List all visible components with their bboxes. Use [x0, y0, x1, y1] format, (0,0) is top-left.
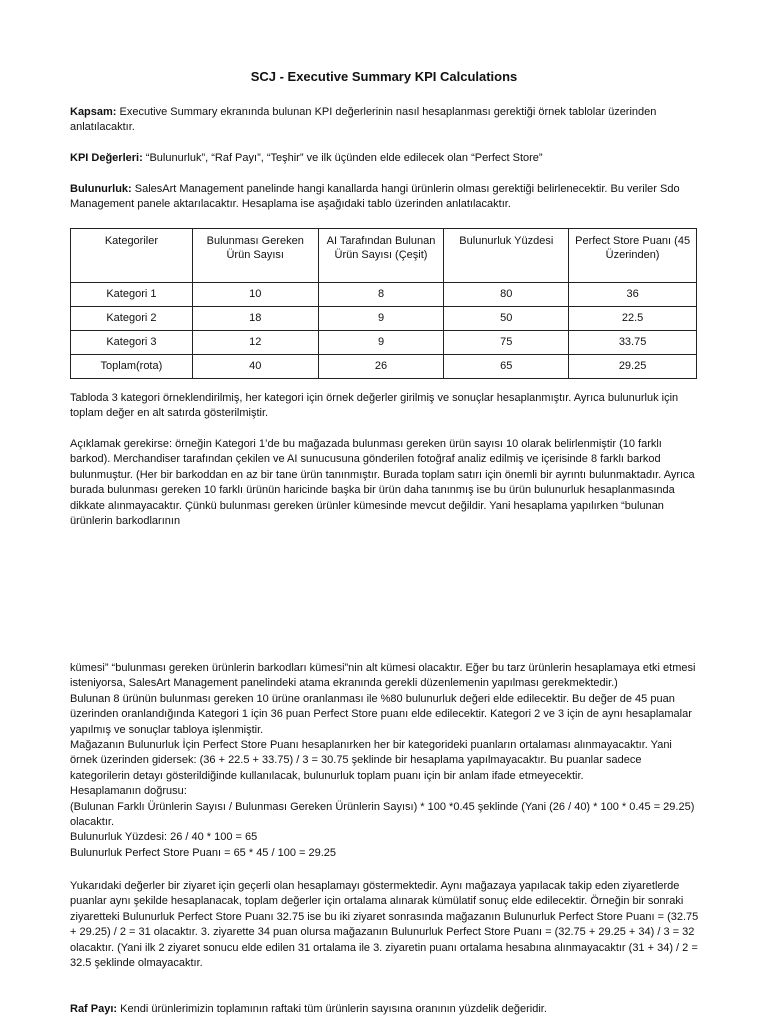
table-row	[71, 331, 697, 355]
table-cell: 40	[192, 355, 318, 379]
document-title: SCJ - Executive Summary KPI Calculations	[250, 69, 518, 84]
calculation-line: Bulunurluk Perfect Store Puanı = 65 * 45 / 100 = 29.25	[70, 846, 337, 859]
table-cell: 36	[569, 283, 697, 307]
kpi-values-text: “Bulunurluk”, “Raf Payı”, “Teşhir” ve ilk üçünden elde edilecek olan “Perfect Store”	[142, 152, 543, 164]
table-cell: Kategori 2	[71, 307, 193, 331]
table-header-row	[71, 229, 697, 283]
table-cell: Kategori 3	[71, 331, 193, 355]
table-cell: 80	[444, 283, 569, 307]
calculation-line: Mağazanın Bulunurluk İçin Perfect Store Puanı hesaplanırken her bir kategorideki puanların ortalaması alınmayacaktır. Yani örnek üzerinden gidersek: (36 + 22.5 + 33.75) / 3 = 30.75 şeklinde bir hesaplama yapılmayacaktır. Bu puanlar sadece kategorilerin detayı gösterildiğinde kullanılacak, bulunurluk toplam puanı için bir anlam ifade etmeyecektir.	[70, 739, 672, 782]
table-cell: 75	[444, 331, 569, 355]
scope-paragraph	[70, 105, 700, 136]
table-cell: 26	[318, 355, 444, 379]
table-cell: 18	[192, 307, 318, 331]
availability-table	[70, 228, 697, 379]
calculation-line: Bulunurluk Yüzdesi: 26 / 40 * 100 = 65	[70, 831, 258, 844]
availability-text: SalesArt Management panelinde hangi kanallarda hangi ürünlerin olması gerektiği belirlenecektir. Bu veriler Sdo Management panele aktarılacaktır. Hesaplama ise aşağıdaki tablo üzerinden anlatılacaktır.	[70, 183, 680, 211]
table-header-cell: Bulunması Gereken Ürün Sayısı	[192, 229, 318, 283]
table-cell: 33.75	[569, 331, 697, 355]
table-cell: 29.25	[569, 355, 697, 379]
explanation-paragraph: Açıklamak gerekirse: örneğin Kategori 1’de bu mağazada bulunması gereken ürün sayısı 10 olarak belirlenmiştir (10 farklı barkod). Merchandiser tarafından çekilen ve AI sunucusuna gönderilen fotoğraf analiz edilmiş ve içerisinde 8 farklı barkod bulunmuştur. (Her bir barkoddan en az bir tane ürün tanınmıştır. Burada toplam satırı için önemli bir ayrıntı bulunmaktadır. Ayrıca burada bulunması gereken 10 farklı ürünün haricinde başka bir ürün daha tanınmış ise bu ürün bulunurluk hesaplanmasında dikkate alınmayacaktır. Çünkü bulunması gereken ürünler kümesinde mevcut değildir. Yani hesaplama yapılırken “bulunan ürünlerin barkodlarının	[70, 438, 695, 528]
table-cell: 10	[192, 283, 318, 307]
table-header-cell: AI Tarafından Bulunan Ürün Sayısı (Çeşit)	[318, 229, 444, 283]
calculation-section	[70, 661, 700, 861]
table-cell: 50	[444, 307, 569, 331]
shelf-share-label: Raf Payı:	[70, 1003, 118, 1015]
table-cell: 9	[318, 331, 444, 355]
table-row	[71, 283, 697, 307]
kpi-values-paragraph	[70, 151, 700, 166]
kpi-values-label: KPI Değerleri:	[70, 152, 143, 164]
calculation-line: Bulunan 8 ürünün bulunması gereken 10 ürüne oranlanması ile %80 bulunurluk değeri elde edilecektir. Bu değer de 45 puan üzerinden oranlandığında Kategori 1 için 36 puan Perfect Store puanı elde edilecektir. Kategori 2 ve 3 için de aynı hesaplamalar yapılmış ve sonuçlar tabloya işlenmiştir.	[70, 692, 692, 736]
table-cell: 9	[318, 307, 444, 331]
table-header-cell: Bulunurluk Yüzdesi	[444, 229, 569, 283]
table-cell: 22.5	[569, 307, 697, 331]
calculation-line: Hesaplamanın doğrusu:	[70, 785, 187, 798]
shelf-share-text: Kendi ürünlerimizin toplamının raftaki tüm ürünlerin sayısına oranının yüzdelik değeridir.	[117, 1003, 547, 1015]
cumulative-paragraph: Yukarıdaki değerler bir ziyaret için geçerli olan hesaplamayı göstermektedir. Aynı mağazaya yapılacak takip eden ziyaretlerde puanlar aynı şekilde hesaplanacak, toplam değerler için ortalama alınarak kümülatif sonuç elde edilecektir. Örneğin bir sonraki ziyaretteki Bulunurluk Perfect Store Puanı 32.75 ise bu iki ziyaret sonrasında mağazanın Bulunurluk Perfect Store Puanı = (32.75 + 29.25) / 2 = 31 olacaktır. 3. ziyarette 34 puan olursa mağazanın Bulunurluk Perfect Store Puanı = (32.75 + 29.25 + 34) / 3 = 32 olacaktır. (Yani ilk 2 ziyaret sonucu elde edilen 31 ortalama ile 3. ziyaretin puanı ortalama hesabına alınmayacaktır (31 + 34) / 2 = 32.5 şeklinde olmayacaktır.	[70, 880, 699, 970]
scope-label: Kapsam:	[70, 106, 117, 118]
table-cell: 12	[192, 331, 318, 355]
table-cell: 8	[318, 283, 444, 307]
table-cell: Toplam(rota)	[71, 355, 193, 379]
table-total-row	[71, 355, 697, 379]
calculation-line: (Bulunan Farklı Ürünlerin Sayısı / Bulunması Gereken Ürünlerin Sayısı) * 100 *0.45 şeklinde (Yani (26 / 40) * 100 * 0.45 = 29.25) olacaktır.	[70, 800, 695, 829]
table-header-cell: Perfect Store Puanı (45 Üzerinden)	[569, 229, 697, 283]
table-header-cell: Kategoriler	[71, 229, 193, 283]
table-row	[71, 307, 697, 331]
calculation-line: kümesi” “bulunması gereken ürünlerin barkodları kümesi”nin alt kümesi olacaktır. Eğer bu tarz ürünlerin hesaplamaya etki etmesi isteniyorsa, SalesArt Management panelindeki atama ekranında gerekli düzenlemenin yapılması gerekmektedir.)	[70, 662, 696, 690]
table-cell: 65	[444, 355, 569, 379]
availability-label: Bulunurluk:	[70, 183, 132, 195]
availability-paragraph	[70, 182, 700, 213]
shelf-share-paragraph	[70, 1002, 700, 1017]
table-cell: Kategori 1	[71, 283, 193, 307]
table-note-paragraph: Tabloda 3 kategori örneklendirilmiş, her kategori için örnek değerler girilmiş ve sonuçlar hesaplanmıştır. Ayrıca bulunurluk için toplam değer en alt satırda gösterilmiştir.	[70, 392, 679, 420]
scope-text: Executive Summary ekranında bulunan KPI değerlerinin nasıl hesaplanması gerektiği örnek tablolar üzerinden anlatılacaktır.	[70, 106, 657, 134]
